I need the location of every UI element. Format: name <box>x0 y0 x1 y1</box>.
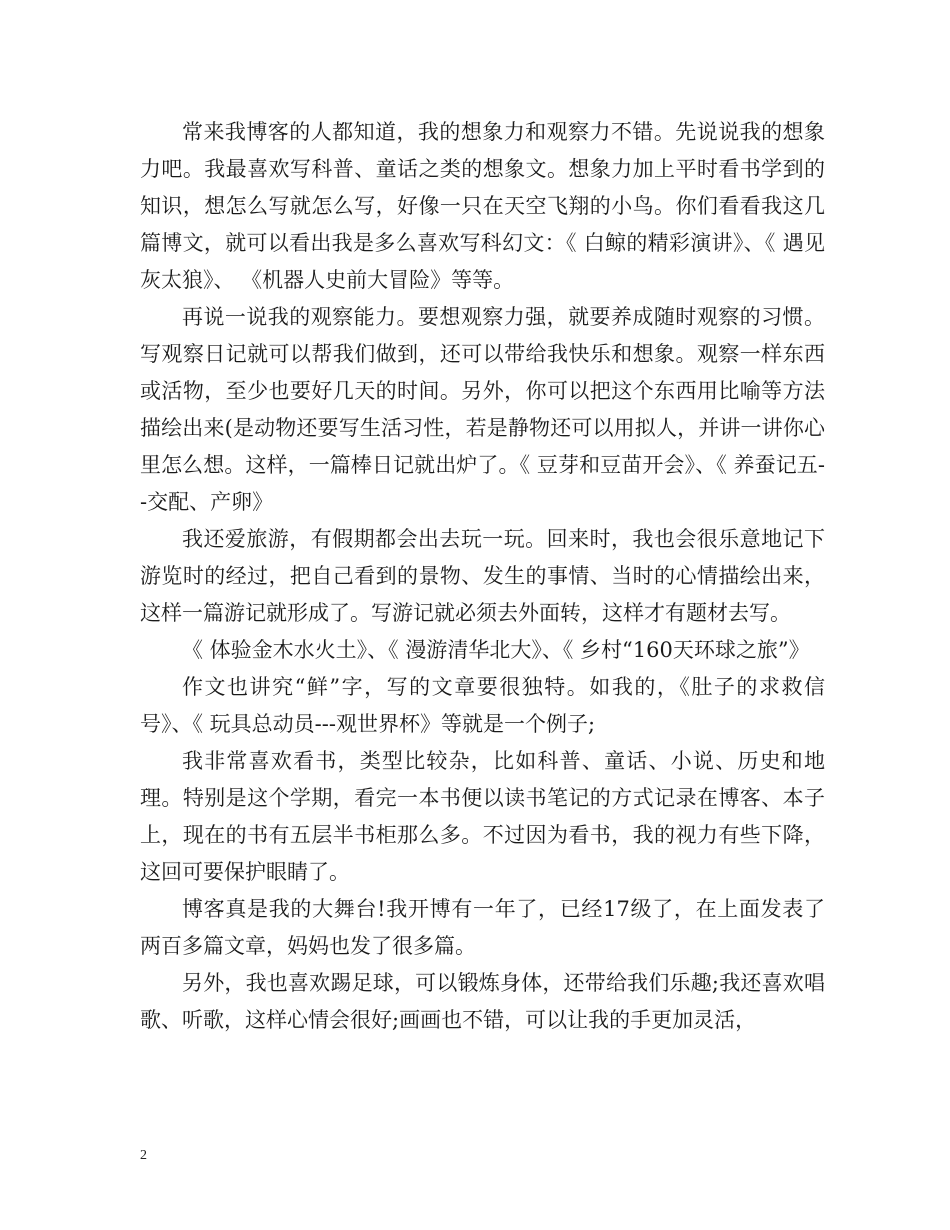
paragraph-blog-stage: 博客真是我的大舞台!我开博有一年了，已经17级了，在上面发表了两百多篇文章，妈妈也发了很多篇。 <box>140 897 825 958</box>
document-body <box>140 114 825 1039</box>
paragraph-travel: 我还爱旅游，有假期都会出去玩一玩。回来时，我也会很乐意地记下游览时的经过，把自己看到的景物、发生的事情、当时的心情描绘出来，这样一篇游记就形成了。写游记就必须去外面转，这样才有题材去写。 <box>140 527 825 625</box>
paragraph-reading: 我非常喜欢看书，类型比较杂，比如科普、童话、小说、历史和地理。特别是这个学期，看完一本书便以读书笔记的方式记录在博客、本子上，现在的书有五层半书柜那么多。不过因为看书，我的视力有些下降，这回可要保护眼睛了。 <box>140 749 825 884</box>
paragraph-observation: 再说一说我的观察能力。要想观察力强，就要养成随时观察的习惯。写观察日记就可以帮我们做到，还可以带给我快乐和想象。观察一样东西或活物，至少也要好几天的时间。另外，你可以把这个东西用比喻等方法描绘出来(是动物还要写生活习性，若是静物还可以用拟人，并讲一讲你心里怎么想。这样，一篇棒日记就出炉了。《 豆芽和豆苗开会》、《 养蚕记五--交配、产卵》 <box>140 305 825 514</box>
paragraph-travel-titles: 《 体验金木水火土》、《 漫游清华北大》、《 乡村“160天环球之旅”》 <box>182 638 810 662</box>
paragraph-hobbies: 另外，我也喜欢踢足球，可以锻炼身体，还带给我们乐趣;我还喜欢唱歌、听歌，这样心情会很好;画画也不错，可以让我的手更加灵活， <box>140 971 825 1032</box>
page-number: 2 <box>140 1148 147 1163</box>
paragraph-freshness: 作文也讲究“鲜”字，写的文章要很独特。如我的，《肚子的求救信号》、《 玩具总动员---观世界杯》等就是一个例子; <box>140 675 825 736</box>
paragraph-imagination: 常来我博客的人都知道，我的想象力和观察力不错。先说说我的想象力吧。我最喜欢写科普、童话之类的想象文。想象力加上平时看书学到的知识，想怎么写就怎么写，好像一只在天空飞翔的小鸟。你们看看我这几篇博文，就可以看出我是多么喜欢写科幻文：《 白鲸的精彩演讲》、《 遇见灰太狼》、 《机器人史前大冒险》等等。 <box>140 120 825 292</box>
